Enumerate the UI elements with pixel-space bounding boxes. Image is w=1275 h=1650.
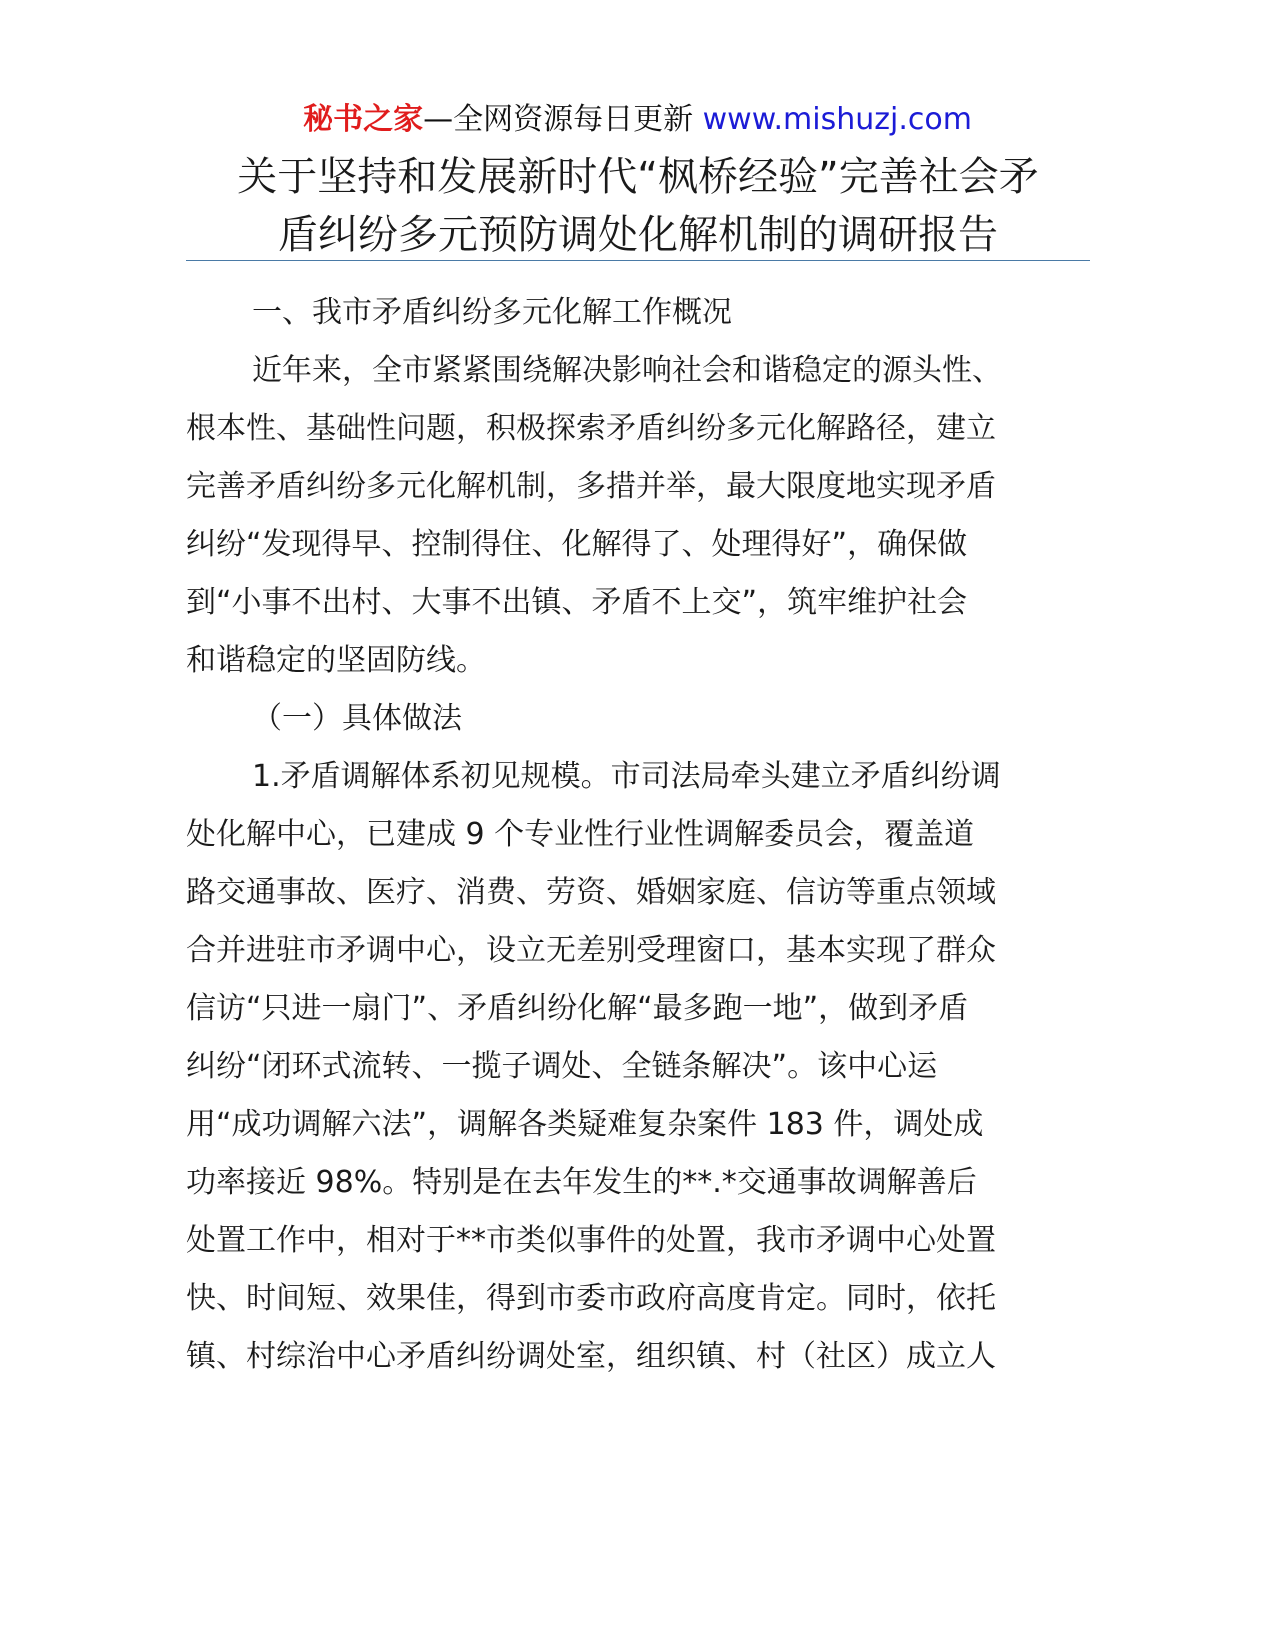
paragraph-line: 纠纷“发现得早、控制得住、化解得了、处理得好”，确保做 bbox=[186, 527, 968, 562]
document-title bbox=[186, 148, 1090, 264]
paragraph-line: 处化解中心，已建成 9 个专业性行业性调解委员会，覆盖道 bbox=[186, 817, 975, 852]
paragraph-line: 用“成功调解六法”，调解各类疑难复杂案件 183 件，调处成 bbox=[186, 1107, 984, 1142]
paragraph-line: 路交通事故、医疗、消费、劳资、婚姻家庭、信访等重点领域 bbox=[186, 875, 996, 910]
paragraph-line: 纠纷“闭环式流转、一揽子调处、全链条解决”。该中心运 bbox=[186, 1049, 938, 1084]
title-line-2: 盾纠纷多元预防调处化解机制的调研报告 bbox=[278, 212, 998, 258]
paragraph-line: 镇、村综治中心矛盾纠纷调处室，组织镇、村（社区）成立人 bbox=[186, 1339, 996, 1374]
banner-url-link[interactable]: www.mishuzj.com bbox=[702, 102, 972, 137]
paragraph-line: 信访“只进一扇门”、矛盾纠纷化解“最多跑一地”，做到矛盾 bbox=[186, 991, 969, 1026]
paragraph-line: 到“小事不出村、大事不出镇、矛盾不上交”，筑牢维护社会 bbox=[186, 585, 968, 620]
document-body bbox=[186, 284, 1096, 1386]
paragraph-line: 处置工作中，相对于**市类似事件的处置，我市矛调中心处置 bbox=[186, 1223, 996, 1258]
site-banner bbox=[0, 100, 1275, 140]
paragraph-line: 和谐稳定的坚固防线。 bbox=[186, 643, 486, 678]
paragraph-line: 功率接近 98%。特别是在去年发生的**.*交通事故调解善后 bbox=[186, 1165, 977, 1200]
title-line-1: 关于坚持和发展新时代“枫桥经验”完善社会矛 bbox=[237, 154, 1039, 200]
paragraph-line: 根本性、基础性问题，积极探索矛盾纠纷多元化解路径，建立 bbox=[186, 411, 996, 446]
title-divider bbox=[186, 260, 1090, 261]
banner-tagline: —全网资源每日更新 bbox=[423, 102, 694, 137]
subsection-heading: （一）具体做法 bbox=[252, 701, 462, 736]
paragraph-line: 1.矛盾调解体系初见规模。市司法局牵头建立矛盾纠纷调 bbox=[252, 759, 1001, 794]
paragraph-line: 快、时间短、效果佳，得到市委市政府高度肯定。同时，依托 bbox=[186, 1281, 996, 1316]
paragraph-line: 合并进驻市矛调中心，设立无差别受理窗口，基本实现了群众 bbox=[186, 933, 996, 968]
section-heading: 一、我市矛盾纠纷多元化解工作概况 bbox=[252, 295, 732, 330]
paragraph-line: 近年来，全市紧紧围绕解决影响社会和谐稳定的源头性、 bbox=[252, 353, 1002, 388]
banner-brand: 秘书之家 bbox=[303, 102, 424, 137]
paragraph-line: 完善矛盾纠纷多元化解机制，多措并举，最大限度地实现矛盾 bbox=[186, 469, 996, 504]
